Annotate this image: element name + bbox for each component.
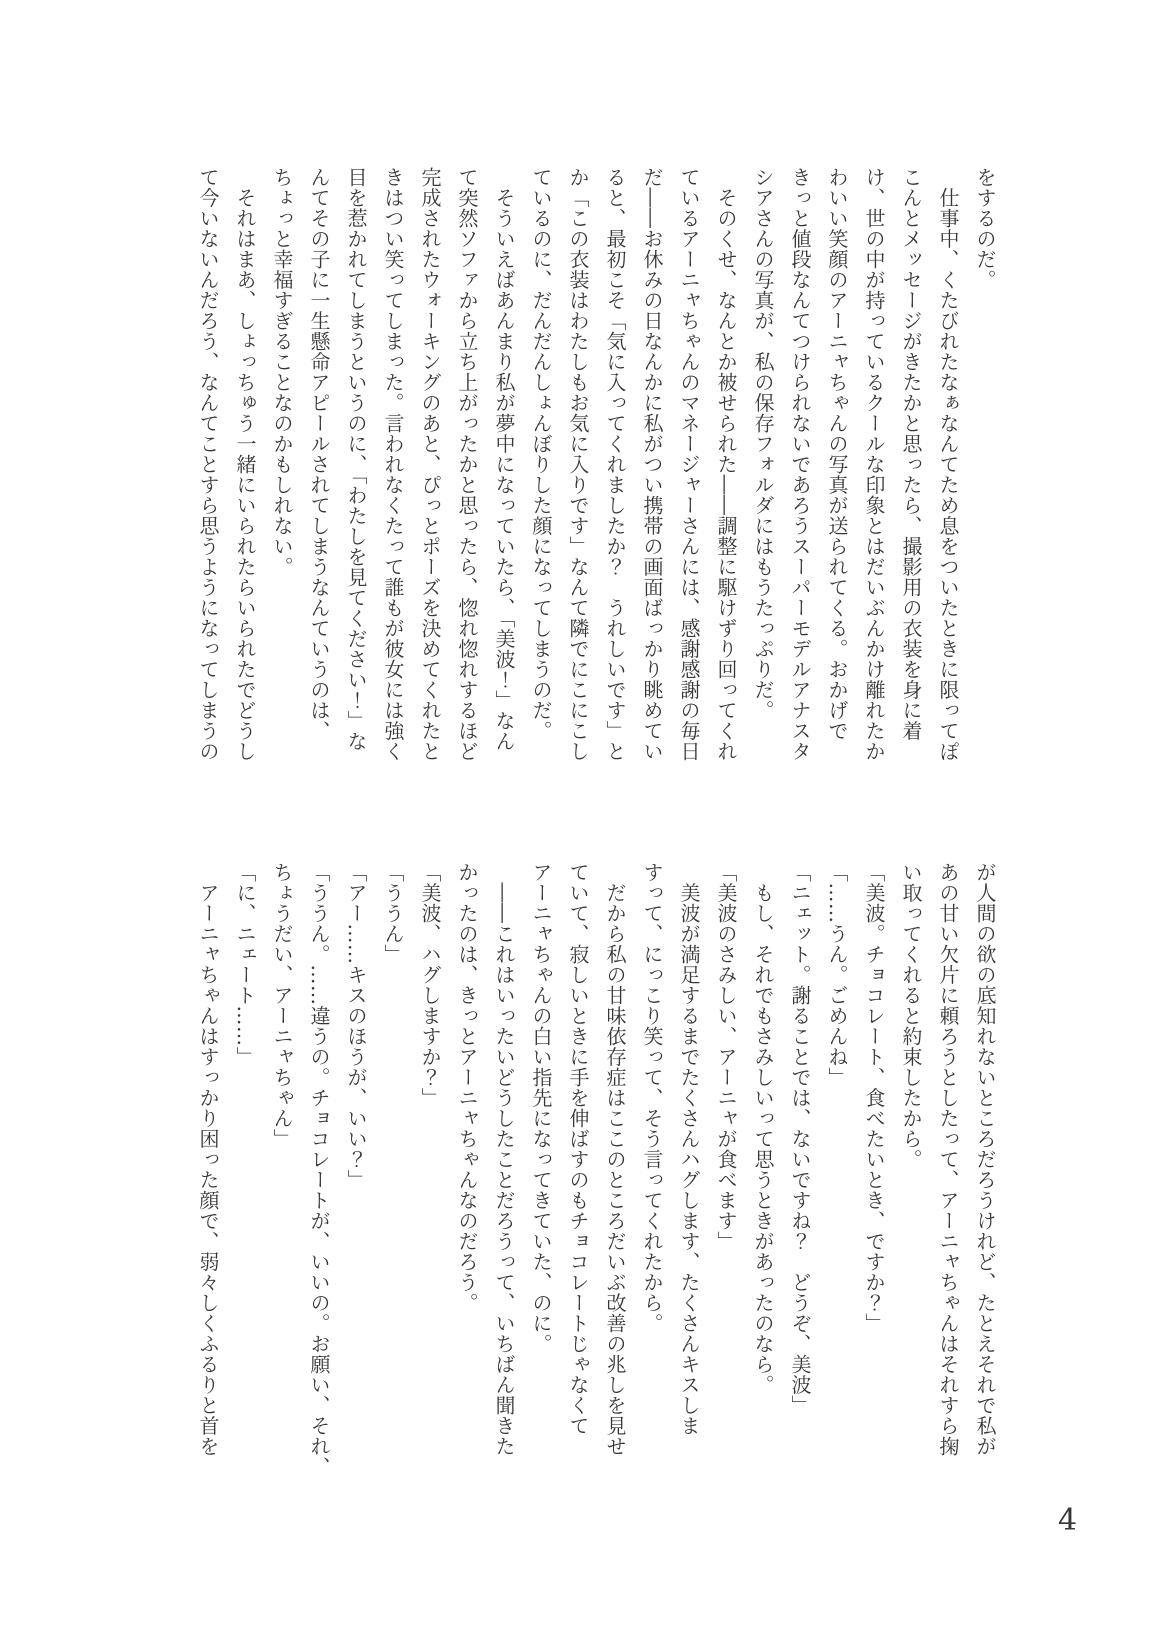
text-column: 「……うん。ごめんね」 [825,862,849,1088]
text-column: わいい笑顔のアーニャちゃんの写真が送られてくる。おかげで [825,167,849,741]
text-column: 「アー……キスのほうが、いい？」 [344,862,368,1190]
text-column: そのくせ、なんとか被せられた――調整に駆けずり回ってくれ [714,167,738,762]
text-column: 目を惹かれてしまうというのに、「わたしを見てください！」な [344,167,368,752]
text-column: かったのは、きっとアーニャちゃんなのだろう。 [455,862,479,1313]
text-column: 「ううん」 [381,862,405,965]
text-column: ちょっと幸福すぎることなのかもしれない。 [270,167,294,577]
text-column: け、世の中が持っているクールな印象とはだいぶんかけ離れたか [862,167,886,762]
text-column: んてその子に一生懸命アピールされてしまうなんていうのは、 [307,167,331,741]
text-column: アーニャちゃんの白い指先になってきていた、のに。 [529,862,553,1354]
text-column: こんとメッセージがきたかと思ったら、撮影用の衣装を身に着 [899,167,923,741]
text-column: が人間の欲の底知れないところだろうけれど、たとえそれで私が [973,862,997,1457]
text-column: もし、それでもさみしいって思うときがあったのなら。 [751,862,775,1395]
text-column: て突然ソファから立ち上がったかと思ったら、惚れ惚れするほど [455,167,479,762]
text-column: 「美波。チョコレート、食べたいとき、ですか？」 [862,862,886,1334]
text-column: きっと値段なんてつけられないであろうスーパーモデルアナスタ [788,167,812,762]
text-column: だから私の甘味依存症はここのところだいぶ改善の兆しを見せ [603,862,627,1457]
text-column: ているアーニャちゃんのマネージャーさんには、感謝感謝の毎日 [677,167,701,762]
text-column: すって、にっこり笑って、そう言ってくれたから。 [640,862,664,1334]
text-column: 「美波のさみしい、アーニャが食べます」 [714,862,738,1252]
top-text-block [189,167,1003,762]
text-column: ――これはいったいどうしたことだろうって、いちばん聞きた [492,862,516,1457]
text-column: い取ってくれると約束したから。 [899,862,923,1170]
page-number: 4 [1058,1503,1078,1538]
text-column: か「この衣装はわたしもお気に入りです」なんて隣でにこにこし [566,167,590,762]
text-column: シアさんの写真が、私の保存フォルダにはもうたっぷりだ。 [751,167,775,721]
text-column: をするのだ。 [973,167,997,290]
text-column: きはつい笑ってしまった。言われなくたって誰もが彼女には強く [381,167,405,762]
text-column: 完成されたウォーキングのあと、ぴっとポーズを決めてくれたと [418,167,442,762]
text-column: 「美波、ハグしますか？」 [418,862,442,1108]
text-column: アーニャちゃんはすっかり困った顔で、弱々しくふるりと首を [196,862,220,1457]
text-column: 美波が満足するまでたくさんハグします、たくさんキスしま [677,862,701,1436]
text-column: ていて、寂しいときに手を伸ばすのもチョコレートじゃなくて [566,862,590,1436]
text-column: ちょうだい、アーニャちゃん」 [270,862,294,1149]
text-column: 「ニェット。謝ることでは、ないですね？ どうぞ、美波」 [788,862,812,1416]
text-column: ているのに、だんだんしょんぼりした顔になってしまうのだ。 [529,167,553,741]
text-column: 「に、ニェート……」 [233,862,257,1067]
text-column: て今いないんだろう、なんてことすら思うようになってしまうの [196,167,220,762]
text-column: だ――お休みの日なんかに私がつい携帯の画面ばっかり眺めてい [640,167,664,762]
bottom-text-block [189,862,1003,1477]
text-column: それはまあ、しょっちゅう一緒にいられたらいられたでどうし [233,167,257,762]
text-column: ると、最初こそ「気に入ってくれましたか？ うれしいです」と [603,167,627,762]
text-column: そういえばあんまり私が夢中になっていたら、「美波！」なん [492,167,516,752]
text-column: 仕事中、くたびれたなぁなんてため息をついたときに限ってぽ [936,167,960,762]
text-column: 「ううん。……違うの。チョコレートが、いいの。お願い、それ、 [307,862,331,1477]
text-column: あの甘い欠片に頼ろうとしたって、アーニャちゃんはそれすら掬 [936,862,960,1457]
